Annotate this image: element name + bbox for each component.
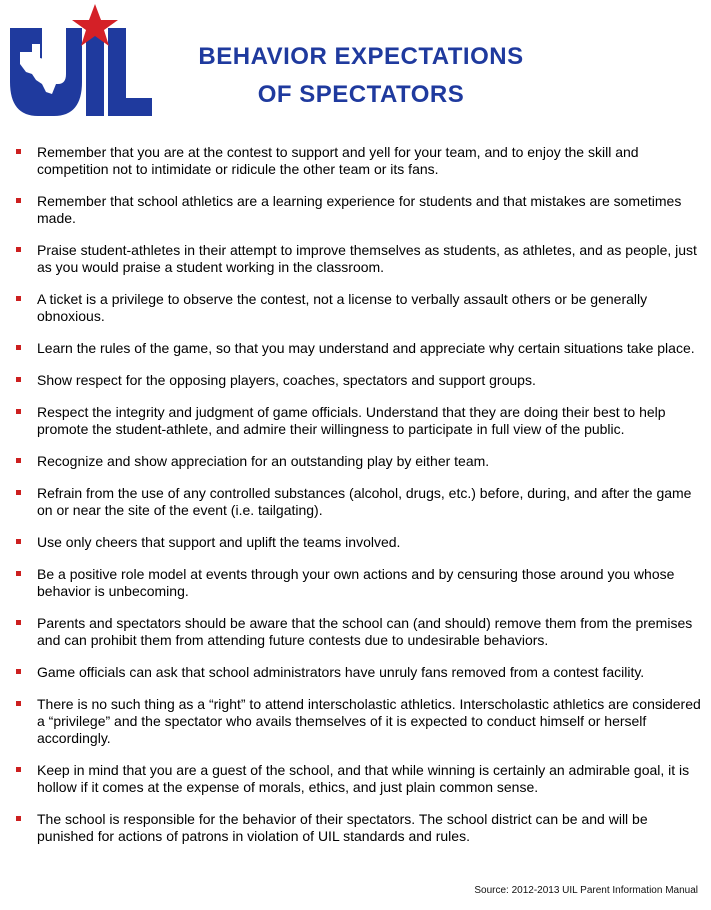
list-item — [14, 696, 702, 747]
list-item-text: Refrain from the use of any controlled substances (alcohol, drugs, etc.) before, during, and after the game on or near the site of the event (i.e. tailgating). — [37, 485, 692, 518]
list-item-text: A ticket is a privilege to observe the contest, not a license to verbally assault others or be generally obnoxious. — [37, 291, 648, 324]
logo-letter-l — [108, 28, 152, 116]
bullet-icon — [16, 296, 21, 301]
bullet-icon — [16, 767, 21, 772]
bullet-icon — [16, 247, 21, 252]
list-item-text: Respect the integrity and judgment of game officials. Understand that they are doing their best to help promote the student-athlete, and admire their willingness to participate in full view of the public. — [37, 404, 666, 437]
list-item-text: Show respect for the opposing players, coaches, spectators and support groups. — [37, 372, 536, 388]
list-item — [14, 144, 702, 178]
list-item — [14, 664, 702, 681]
source-citation: Source: 2012-2013 UIL Parent Information Manual — [474, 885, 698, 896]
bullet-icon — [16, 198, 21, 203]
list-item — [14, 566, 702, 600]
list-item-text: Remember that you are at the contest to support and yell for your team, and to enjoy the skill and competition not to intimidate or ridicule the other team or its fans. — [37, 144, 639, 177]
bullet-icon — [16, 409, 21, 414]
title-line-1: BEHAVIOR EXPECTATIONS — [198, 43, 524, 70]
list-item-text: Praise student-athletes in their attempt to improve themselves as students, as athletes, and as people, just as you would praise a student working in the classroom. — [37, 242, 697, 275]
list-item-text: There is no such thing as a “right” to attend interscholastic athletics. Interscholastic athletics are considered a “privilege” and the spectator who avails themselves of it is expected to conduct himself or herself accordingly. — [37, 696, 701, 746]
list-item — [14, 291, 702, 325]
bullet-icon — [16, 539, 21, 544]
list-item-text: Game officials can ask that school administrators have unruly fans removed from a contest facility. — [37, 664, 645, 680]
bullet-icon — [16, 377, 21, 382]
list-item-text: Parents and spectators should be aware that the school can (and should) remove them from the premises and can prohibit them from attending future contests due to undesirable behaviors. — [37, 615, 693, 648]
bullet-icon — [16, 571, 21, 576]
bullet-icon — [16, 701, 21, 706]
list-item — [14, 404, 702, 438]
list-item-text: Remember that school athletics are a learning experience for students and that mistakes are sometimes made. — [37, 193, 682, 226]
list-item — [14, 811, 702, 845]
list-item — [14, 485, 702, 519]
bullet-icon — [16, 490, 21, 495]
bullet-icon — [16, 620, 21, 625]
bullet-icon — [16, 816, 21, 821]
bullet-icon — [16, 149, 21, 154]
uil-logo — [6, 2, 156, 120]
list-item-text: The school is responsible for the behavior of their spectators. The school district can be and will be punished for actions of patrons in violation of UIL standards and rules. — [37, 811, 648, 844]
list-item-text: Keep in mind that you are a guest of the school, and that while winning is certainly an admirable goal, it is hollow if it comes at the expense of morals, ethics, and just plain common sense. — [37, 762, 690, 795]
list-item — [14, 372, 702, 389]
list-item — [14, 534, 702, 551]
list-item — [14, 193, 702, 227]
list-item-text: Be a positive role model at events through your own actions and by censuring those around you whose behavior is unbecoming. — [37, 566, 675, 599]
bullet-icon — [16, 458, 21, 463]
list-item-text: Recognize and show appreciation for an outstanding play by either team. — [37, 453, 490, 469]
list-item-text: Use only cheers that support and uplift the teams involved. — [37, 534, 401, 550]
bullet-icon — [16, 669, 21, 674]
list-item — [14, 340, 702, 357]
list-item — [14, 453, 702, 470]
title-line-2: OF SPECTATORS — [257, 81, 465, 108]
list-item — [14, 762, 702, 796]
bullet-icon — [16, 345, 21, 350]
list-item — [14, 242, 702, 276]
list-item-text: Learn the rules of the game, so that you may understand and appreciate why certain situations take place. — [37, 340, 695, 356]
list-item — [14, 615, 702, 649]
expectations-list — [14, 144, 702, 860]
logo-letter-i — [86, 28, 104, 116]
page-title — [156, 38, 566, 114]
